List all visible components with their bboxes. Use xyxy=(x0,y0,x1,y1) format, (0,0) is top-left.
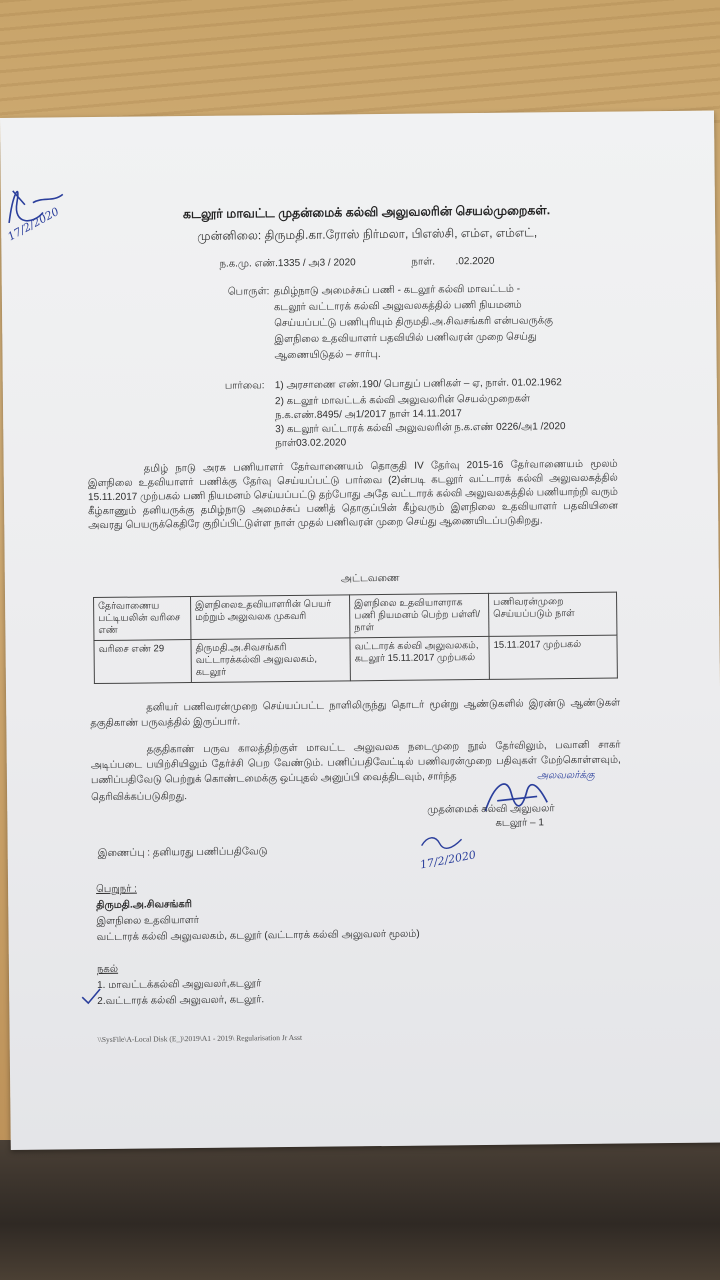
presiding-officer-line: முன்னிலை: திருமதி.கா.ரோஸ் நிர்மலா, பிஎஸ்சி, எம்எ, எம்எட், xyxy=(197,225,538,243)
table-cell: 15.11.2017 முற்பகல் xyxy=(489,635,617,679)
subject-line: கடலூர் வட்டாரக் கல்வி அலுவலகத்தில் பணி நியமனம் xyxy=(273,299,522,314)
body-paragraph-2: தனியர் பணிவரன்முறை செய்யப்பட்ட நாளிலிருந்து தொடர் மூன்று ஆண்டுகளில் இரண்டு ஆண்டுகள் தகுதிகாண் பருவத்தில் இருப்பார். xyxy=(90,697,621,730)
table-header-cell: இளநிலை உதவியாளராக பணி நியமனம் பெற்ற பள்ளி/ நாள் xyxy=(350,593,489,637)
table-cell: வரிசை எண் 29 xyxy=(94,640,191,684)
date-value: .02.2020 xyxy=(455,255,495,268)
copy-label: நகல் xyxy=(96,963,119,976)
reference-number: ந.க.மு. எண்.1335 / அ3 / 2020 xyxy=(219,257,356,270)
subject-line: செய்யப்பட்டு பணிபுரியும் திருமதி.அ.சிவசங்கரி என்பவருக்கு xyxy=(274,315,554,330)
subject-line: இளநிலை உதவியாளர் பதவியில் பணிவரன் முறை செய்து xyxy=(274,331,537,346)
table-header-row xyxy=(94,592,617,640)
reference-item: 1) அரசாணை எண்.190/ பொதுப் பணிகள் – ஏ, நாள். 01.02.1962 xyxy=(274,377,562,392)
subject-label: பொருள்: xyxy=(227,286,270,298)
table-cell: வட்டாரக் கல்வி அலுவலகம், கடலூர் 15.11.2017 முற்பகல் xyxy=(350,636,489,680)
signature-location: கடலூர் – 1 xyxy=(495,817,544,829)
body-paragraph-3-end: தெரிவிக்கப்படுகிறது. xyxy=(91,791,188,804)
body-paragraph-1: தமிழ் நாடு அரசு பணியாளர் தேர்வாணையம் தொகுதி IV தேர்வு 2015-16 தேர்வாணையம் மூலம் இளநிலை உதவியாளர் பணிக்கு தேர்வு செய்யப்பட்டு பார்வை (2)ன்படி கடலூர் வட்டாரக் கல்வி அலுவலகத்தில் 15.11.2017 முற்பகல் பணி நியமனம் செய்யப்பட்டு தற்போது அதே வட்டாரக் கல்வி அலுவலகத்தில் பணியாற்றி வரும் கீழ்காணும் தனியருக்கு தமிழ்நாடு அமைச்சுப் பணித் தொகுப்பின் கீழ்வரும் இளநிலை உதவியாளர் பதவியினை அவரது பெயருக்கெதிரே குறிப்பிட்டுள்ள நாள் முதல் பணிவரன் முறை செய்து ஆணையிடப்படுகிறது. xyxy=(87,458,619,532)
body-paragraph-3: தகுதிகாண் பருவ காலத்திற்குள் மாவட்ட அலுவலக நடைமுறை நூல் தேர்விலும், பவானி சாகர் அடிப்படை பயிற்சியிலும் தேர்ச்சி பெற வேண்டும். பணிப்பதிவேட்டில் பணிவரன்முறை பதிவுகள் மேற்கொள்ளவும், பணிப்பதிவேடு பெற்றுக் கொண்டமைக்கு ஒப்புதல் அனுப்பி வைத்திடவும், சார்ந்த xyxy=(90,739,621,787)
office-title: கடலூர் மாவட்ட முதன்மைக் கல்வி அலுவலரின் செயல்முறைகள். xyxy=(182,203,551,222)
copy-item: 2.வட்டாரக் கல்வி அலுவலர், கடலூர். xyxy=(97,994,265,1008)
file-path-footer: \\SysFile\A-Local Disk (E_)\2019\A1 - 2019\ Regularisation Jr Asst xyxy=(97,1032,303,1045)
document-page xyxy=(0,111,720,1150)
table-title: அட்டவணை xyxy=(340,572,400,585)
recipient-label: பெறுநர் : xyxy=(96,883,137,896)
recipient-designation: இளநிலை உதவியாளர் xyxy=(96,914,200,928)
subject-line: ஆணையிடுதல் – சார்பு. xyxy=(274,349,381,362)
reference-item: நாள்03.02.2020 xyxy=(275,437,347,450)
references-label: பார்வை: xyxy=(224,380,265,392)
recipient-name: திருமதி.அ.சிவசங்கரி xyxy=(96,899,192,912)
enclosure-line: இணைப்பு : தனியரது பணிப்பதிவேடு xyxy=(97,846,268,860)
table-cell: திருமதி.அ.சிவசங்கரி வட்டாரக்கல்வி அலுவலகம், கடலூர் xyxy=(191,638,350,683)
reference-item: 2) கடலூர் மாவட்டக் கல்வி அலுவலரின் செயல்முறைகள் xyxy=(274,393,531,408)
handwritten-sign-date: 17/2/2020 xyxy=(419,848,477,872)
recipient-office: வட்டாரக் கல்வி அலுவலகம், கடலூர் (வட்டாரக் கல்வி அலுவலர் மூலம்) xyxy=(96,928,420,944)
reference-item: ந.க.எண்.8495/ அ1/2017 நாள் 14.11.2017 xyxy=(275,408,462,422)
reference-item: 3) கடலூர் வட்டாரக் கல்வி அலுவலரின் ந.க.எண் 0226/அ1 /2020 xyxy=(275,421,566,436)
allocation-table xyxy=(93,592,618,684)
table-header-cell: தேர்வாணைய பட்டியலின் வரிசை எண் xyxy=(94,597,191,641)
handwritten-tick-mark xyxy=(79,987,103,1007)
desk-wood-grain xyxy=(0,0,720,130)
handwritten-margin-word: அலவலர்க்கு xyxy=(536,769,595,782)
table-row xyxy=(94,635,617,683)
subject-line: தமிழ்நாடு அமைச்சுப் பணி - கடலூர் கல்வி மாவட்டம் - xyxy=(273,283,521,298)
table-header-cell: பணிவரன்முறை செய்யப்படும் நாள் xyxy=(489,592,617,636)
copy-item: 1. மாவட்டக்கல்வி அலுவலர்,கடலூர் xyxy=(97,978,262,992)
floor-background xyxy=(0,1140,720,1280)
corner-handwritten-date: 17/2/2020 xyxy=(5,204,62,244)
table-header-cell: இளநிலைஉதவியாளரின் பெயர் மற்றும் அலுவலக முகவரி xyxy=(191,595,350,640)
signature-designation: முதன்மைக் கல்வி அலுவலர் xyxy=(427,803,555,816)
date-label: நாள். xyxy=(411,256,436,268)
